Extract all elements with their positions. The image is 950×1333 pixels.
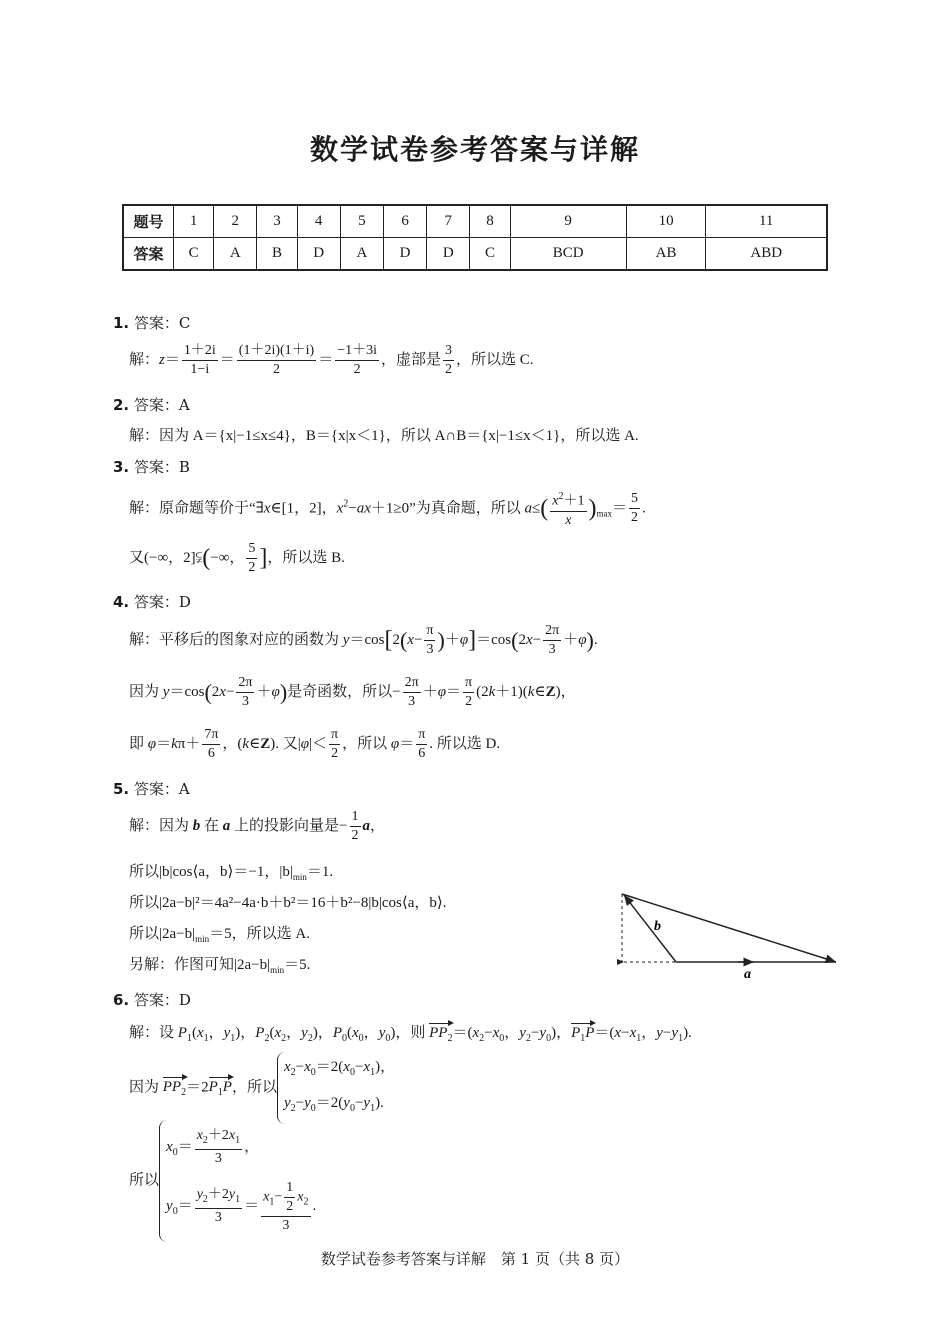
q5-solution-line2: 所以|b|cos⟨a，b⟩＝−1，$|b|_{min}=1$. bbox=[129, 864, 334, 882]
q4-solution-line3: 即 φ＝kπ＋ $\frac{7\pi}{6}$ ，(k∈Z). 又|φ|＜ $\frac{\pi}{2}$ ，所以 φ＝ $\frac{\pi}{6}$ . 所以选 D. bbox=[129, 727, 501, 761]
table-cell: 8 bbox=[470, 205, 510, 238]
table-cell: 4 bbox=[297, 205, 340, 238]
q6-solution-line2: 因为 $PP_2=2P_1P$，所以 $x_2-x_0=2(x_0-x_1)$， $y_2-y_0=2(y_0-y_1)$. bbox=[129, 1052, 395, 1124]
q1-solution: 解：z＝ $\frac{1+2i}{1-i}$ ＝ $\frac{(1+2i)(1+i)}{2}$ ＝ $\frac{-1+3i}{2}$ ，虚部是 $\frac{3}{2}$ ，所以选 C. bbox=[129, 343, 534, 377]
q3-answer: 3. 答案：B bbox=[113, 458, 190, 476]
table-row bbox=[123, 238, 827, 271]
table-cell: 1 bbox=[174, 205, 214, 238]
table-cell: AB bbox=[626, 238, 706, 271]
table-cell: C bbox=[470, 238, 510, 271]
table-cell: B bbox=[257, 238, 297, 271]
table-cell: 7 bbox=[427, 205, 470, 238]
table-cell: ABD bbox=[706, 238, 827, 271]
label-a: a bbox=[744, 967, 751, 982]
table-cell: 6 bbox=[383, 205, 426, 238]
table-cell: C bbox=[174, 238, 214, 271]
table-cell: 9 bbox=[510, 205, 626, 238]
table-cell: 3 bbox=[257, 205, 297, 238]
vector-b bbox=[624, 895, 676, 962]
vector-diagram bbox=[612, 886, 844, 982]
page-title: 数学试卷参考答案与详解 bbox=[309, 133, 640, 166]
table-cell: A bbox=[214, 238, 257, 271]
q4-answer: 4. 答案：D bbox=[113, 593, 191, 611]
table-cell: BCD bbox=[510, 238, 626, 271]
label-b: b bbox=[654, 919, 661, 934]
q3-solution-line1: 解：原命题等价于“∃x∈[1，2]，$x^2-ax+1\ge 0$”为真命题，所以 a≤( $\frac{x^2+1}{x}$ )$_{max}=$ $\frac{5}{2}$ . bbox=[129, 488, 646, 530]
q3-solution-line2: 又(−∞，2]⫋(−∞， $\frac{5}{2}$ ]，所以选 B. bbox=[129, 541, 345, 575]
table-cell: D bbox=[427, 238, 470, 271]
q1-answer: 1. 答案：C bbox=[113, 314, 191, 332]
table-cell: A bbox=[340, 238, 383, 271]
q5-solution-line5: 另解：作图可知$|2a-b|_{min}=5$. bbox=[129, 957, 311, 975]
q6-solution-line3: 所以 $x_0=$ $\frac{x_2+2x_1}{3}$ ， $y_0=$ $\frac{y_2+2y_1}{3}$ ＝ $x_1-$ $\frac{1}{2}$ $x_2$ 3 . bbox=[129, 1120, 316, 1242]
q6-answer: 6. 答案：D bbox=[113, 991, 191, 1009]
q2-solution: 解：因为 A＝{x|−1≤x≤4}，B＝{x|x＜1}，所以 A∩B＝{x|−1≤x＜1}，所以选 A. bbox=[129, 428, 639, 444]
q2-answer: 2. 答案：A bbox=[113, 396, 190, 414]
table-row bbox=[123, 205, 827, 238]
table-cell: 2 bbox=[214, 205, 257, 238]
table-cell: 11 bbox=[706, 205, 827, 238]
table-cell: D bbox=[383, 238, 426, 271]
answer-table bbox=[122, 204, 828, 271]
table-header: 答案 bbox=[123, 238, 174, 271]
table-cell: 10 bbox=[626, 205, 706, 238]
q5-solution-line4: 所以$|2a-b|_{min}=5$，所以选 A. bbox=[129, 926, 310, 944]
page-footer: 数学试卷参考答案与详解 第 1 页（共 8 页） bbox=[320, 1250, 630, 1268]
table-cell: D bbox=[297, 238, 340, 271]
table-cell: 5 bbox=[340, 205, 383, 238]
q5-solution-line3: 所以|2a−b|²＝4a²−4a·b＋b²＝16＋b²−8|b|cos⟨a，b⟩. bbox=[129, 895, 447, 911]
q4-solution-line2: 因为 y＝cos(2x− $\frac{2\pi}{3}$ ＋φ)是奇函数，所以− $\frac{2\pi}{3}$ ＋φ＝ $\frac{\pi}{2}$ (2k＋1)(k∈Z)， bbox=[129, 675, 576, 709]
q4-solution-line1: 解：平移后的图象对应的函数为 y＝cos[2(x− $\frac{\pi}{3}$ )＋φ]＝cos(2x− $\frac{2\pi}{3}$ ＋φ). bbox=[129, 623, 598, 657]
table-header: 题号 bbox=[123, 205, 174, 238]
q5-answer: 5. 答案：A bbox=[113, 780, 190, 798]
q5-solution-line1: 解：因为 b 在 a 上的投影向量是− $\frac{1}{2}$ a， bbox=[129, 809, 386, 843]
q6-solution-line1: 解：设 $P_1(x_1$，$y_1$)，$P_2(x_2$，$y_2$)，$P_0(x_0$，$y_0$)，则 $PP_2=(x_2-x_0$，$y_2-y_0$)，$P_1P=(x-x_1$，$y-y_1$). bbox=[129, 1025, 692, 1044]
